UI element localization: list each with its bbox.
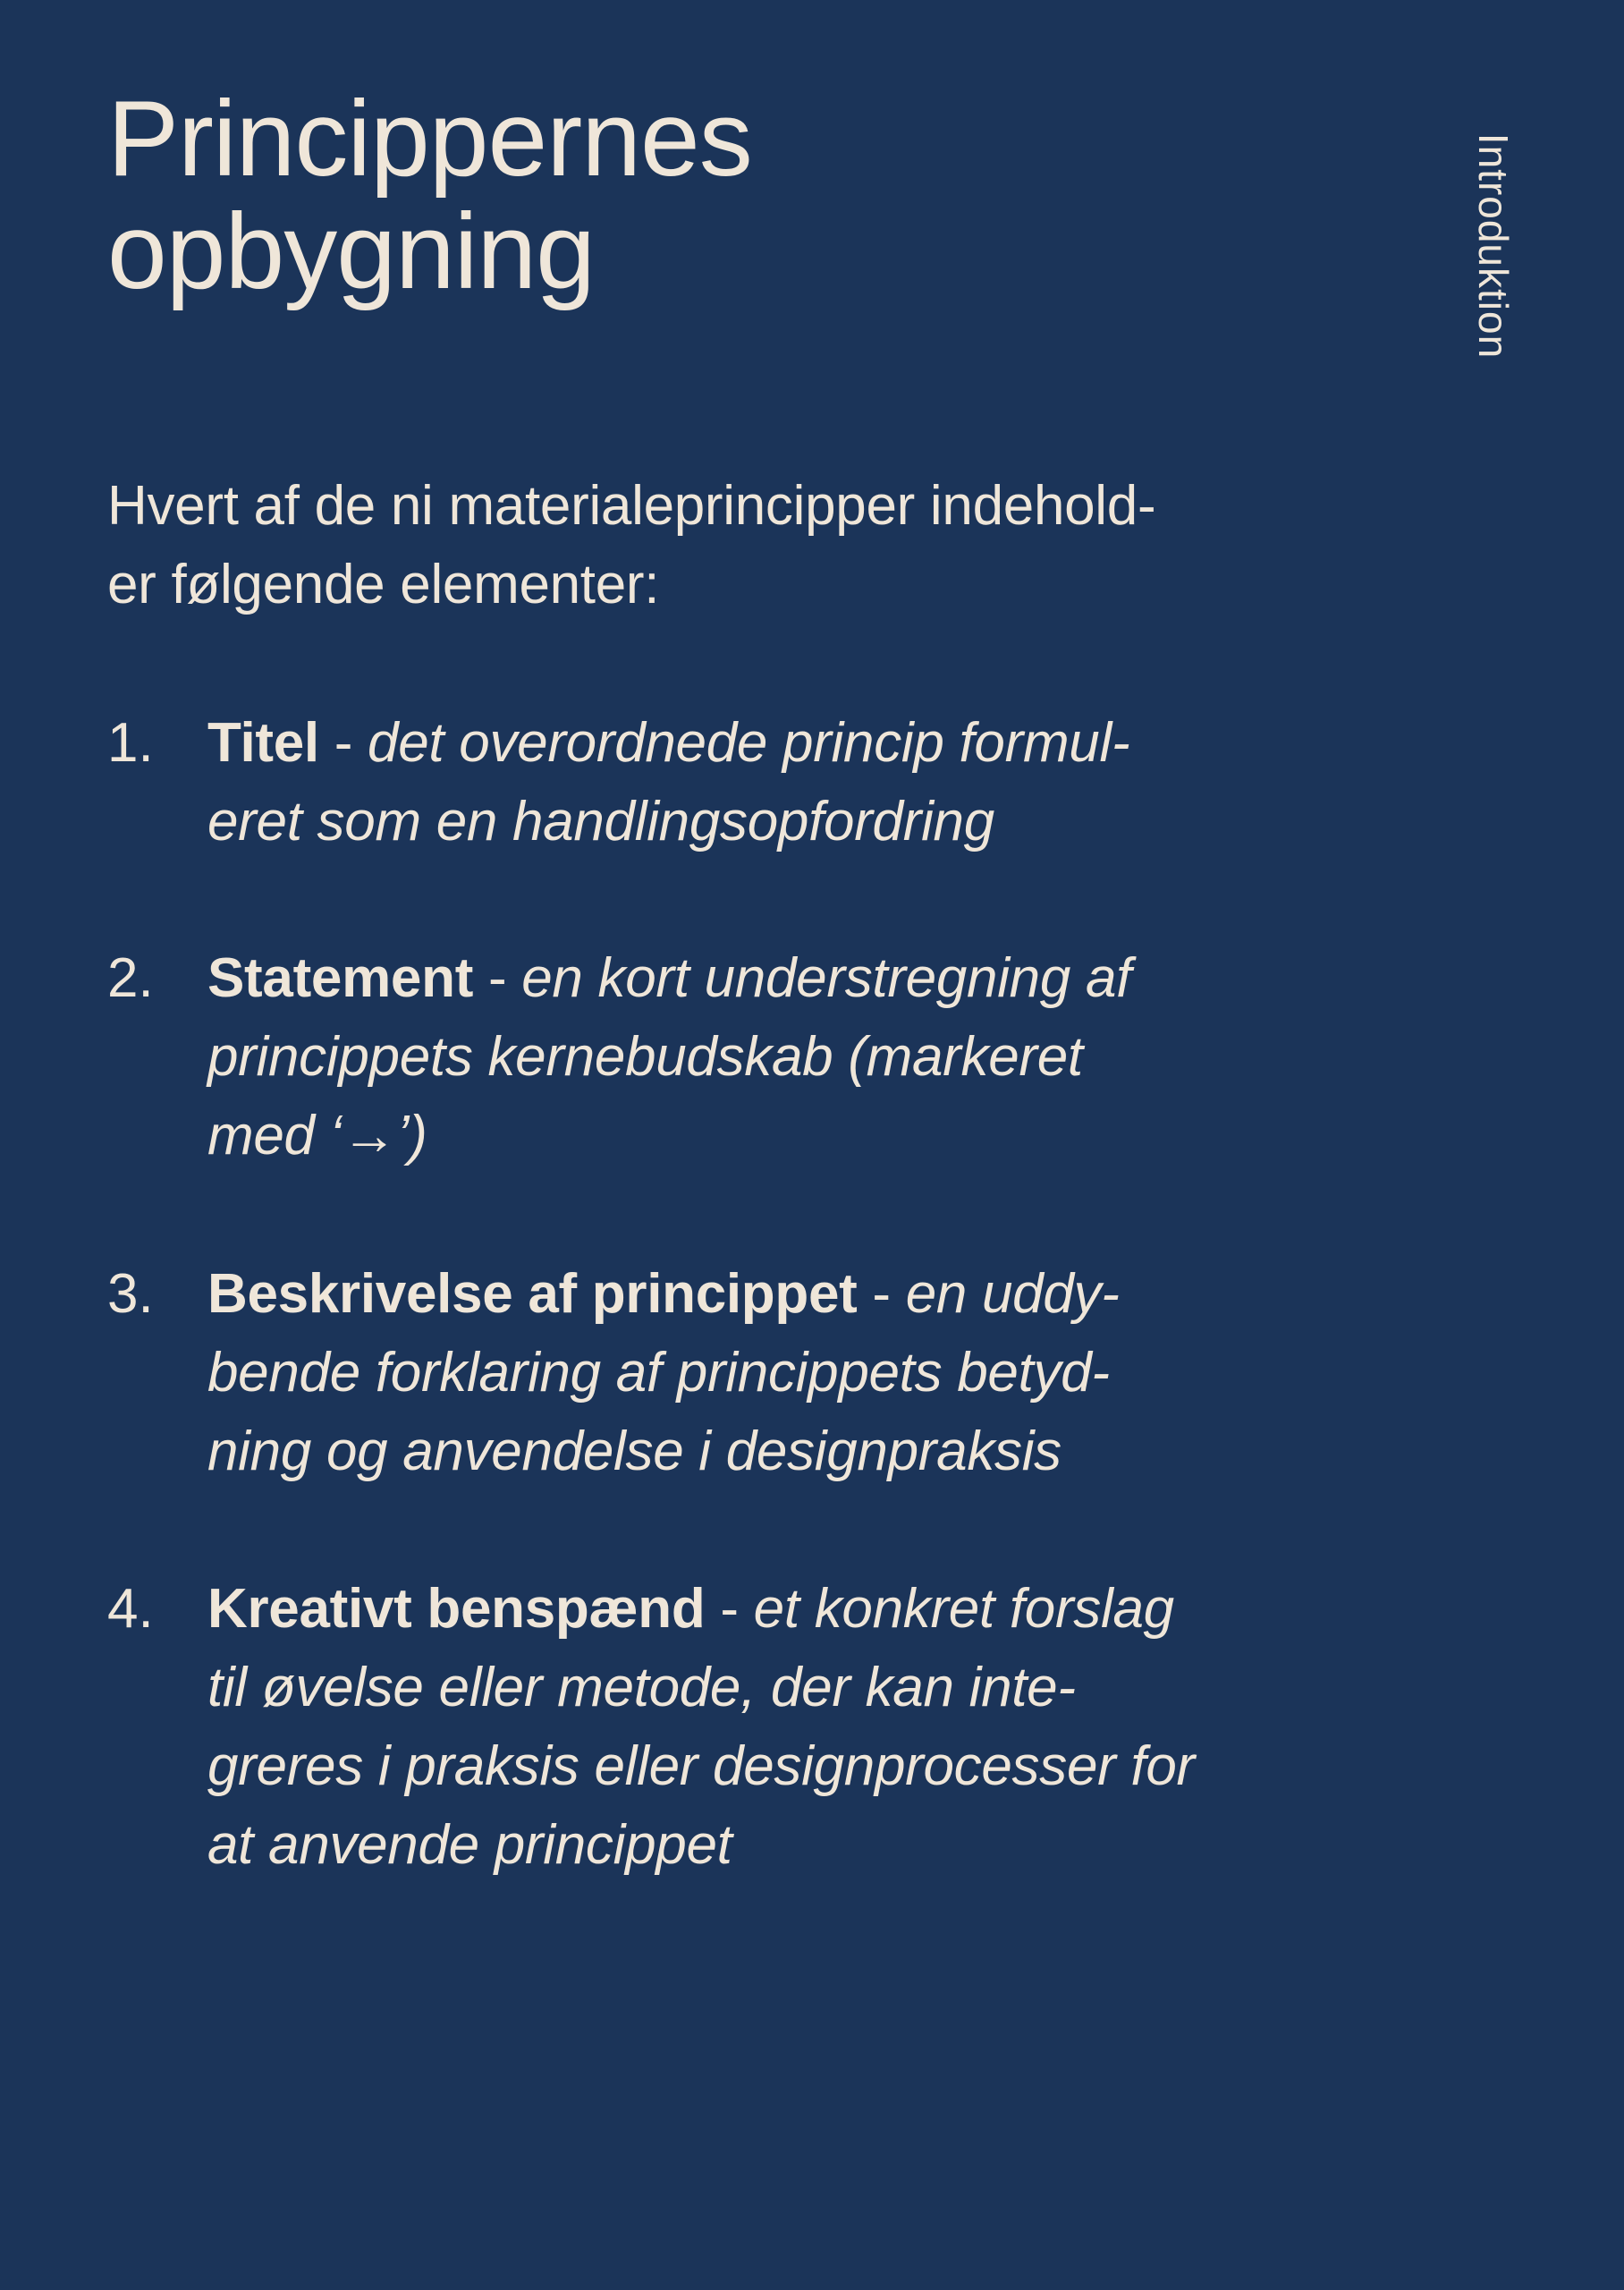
page-title-line-2: opbygning (107, 191, 595, 311)
page-title (107, 79, 752, 311)
list-item-description: det overordnede princip formul- (368, 712, 1130, 774)
section-label-text: Introduktion (1470, 132, 1518, 360)
list-item-description-line: bende forklaring af princippets betyd- (207, 1342, 1110, 1404)
list-item-description-line: til øvelse eller metode, der kan inte- (207, 1657, 1076, 1718)
intro-line-2: er følgende elementer: (107, 554, 660, 615)
list-item-description-line: ning og anvendelse i designpraksis (207, 1421, 1062, 1482)
list-item-number: 1. (107, 712, 154, 774)
list-item-line (207, 1570, 1195, 1649)
list-item-separator: - (705, 1578, 754, 1640)
list-item-body (207, 939, 1131, 1175)
list-item-separator: - (857, 1263, 906, 1325)
list-item-separator: - (473, 947, 522, 1009)
intro-line-1: Hvert af de ni materialeprincipper indehold- (107, 475, 1156, 537)
list-item-description-line: med ‘→’) (207, 1105, 427, 1166)
list-item-body (207, 1255, 1120, 1491)
list-item-line (207, 704, 1129, 783)
list-item-term: Titel (207, 712, 319, 774)
list-item-number: 2. (107, 947, 154, 1009)
list-item-description: et konkret forslag (753, 1578, 1174, 1640)
list-item-body (207, 1570, 1195, 1885)
list-item-number: 3. (107, 1263, 154, 1325)
list-item-line (207, 1255, 1120, 1334)
list-item-description: en kort understregning af (521, 947, 1132, 1009)
list-item-description-line: eret som en handlingsopfordring (207, 791, 994, 852)
list-item-term: Kreativt benspænd (207, 1578, 706, 1640)
list-item-description-line: at anvende princippet (207, 1814, 732, 1876)
list-item-number: 4. (107, 1578, 154, 1640)
list-item-description-line: greres i praksis eller designprocesser for (207, 1735, 1195, 1797)
intro-paragraph (107, 467, 1155, 624)
list-item-description: en uddy- (905, 1263, 1120, 1325)
list-item-body (207, 704, 1129, 861)
list-item-separator: - (318, 712, 368, 774)
section-label (1431, 107, 1556, 385)
page-title-line-1: Princippernes (107, 79, 752, 199)
list-item-description-line: princippets kernebudskab (markeret (207, 1026, 1083, 1088)
list-item-term: Statement (207, 947, 474, 1009)
list-item-term: Beskrivelse af princippet (207, 1263, 858, 1325)
list-item-line (207, 939, 1131, 1018)
